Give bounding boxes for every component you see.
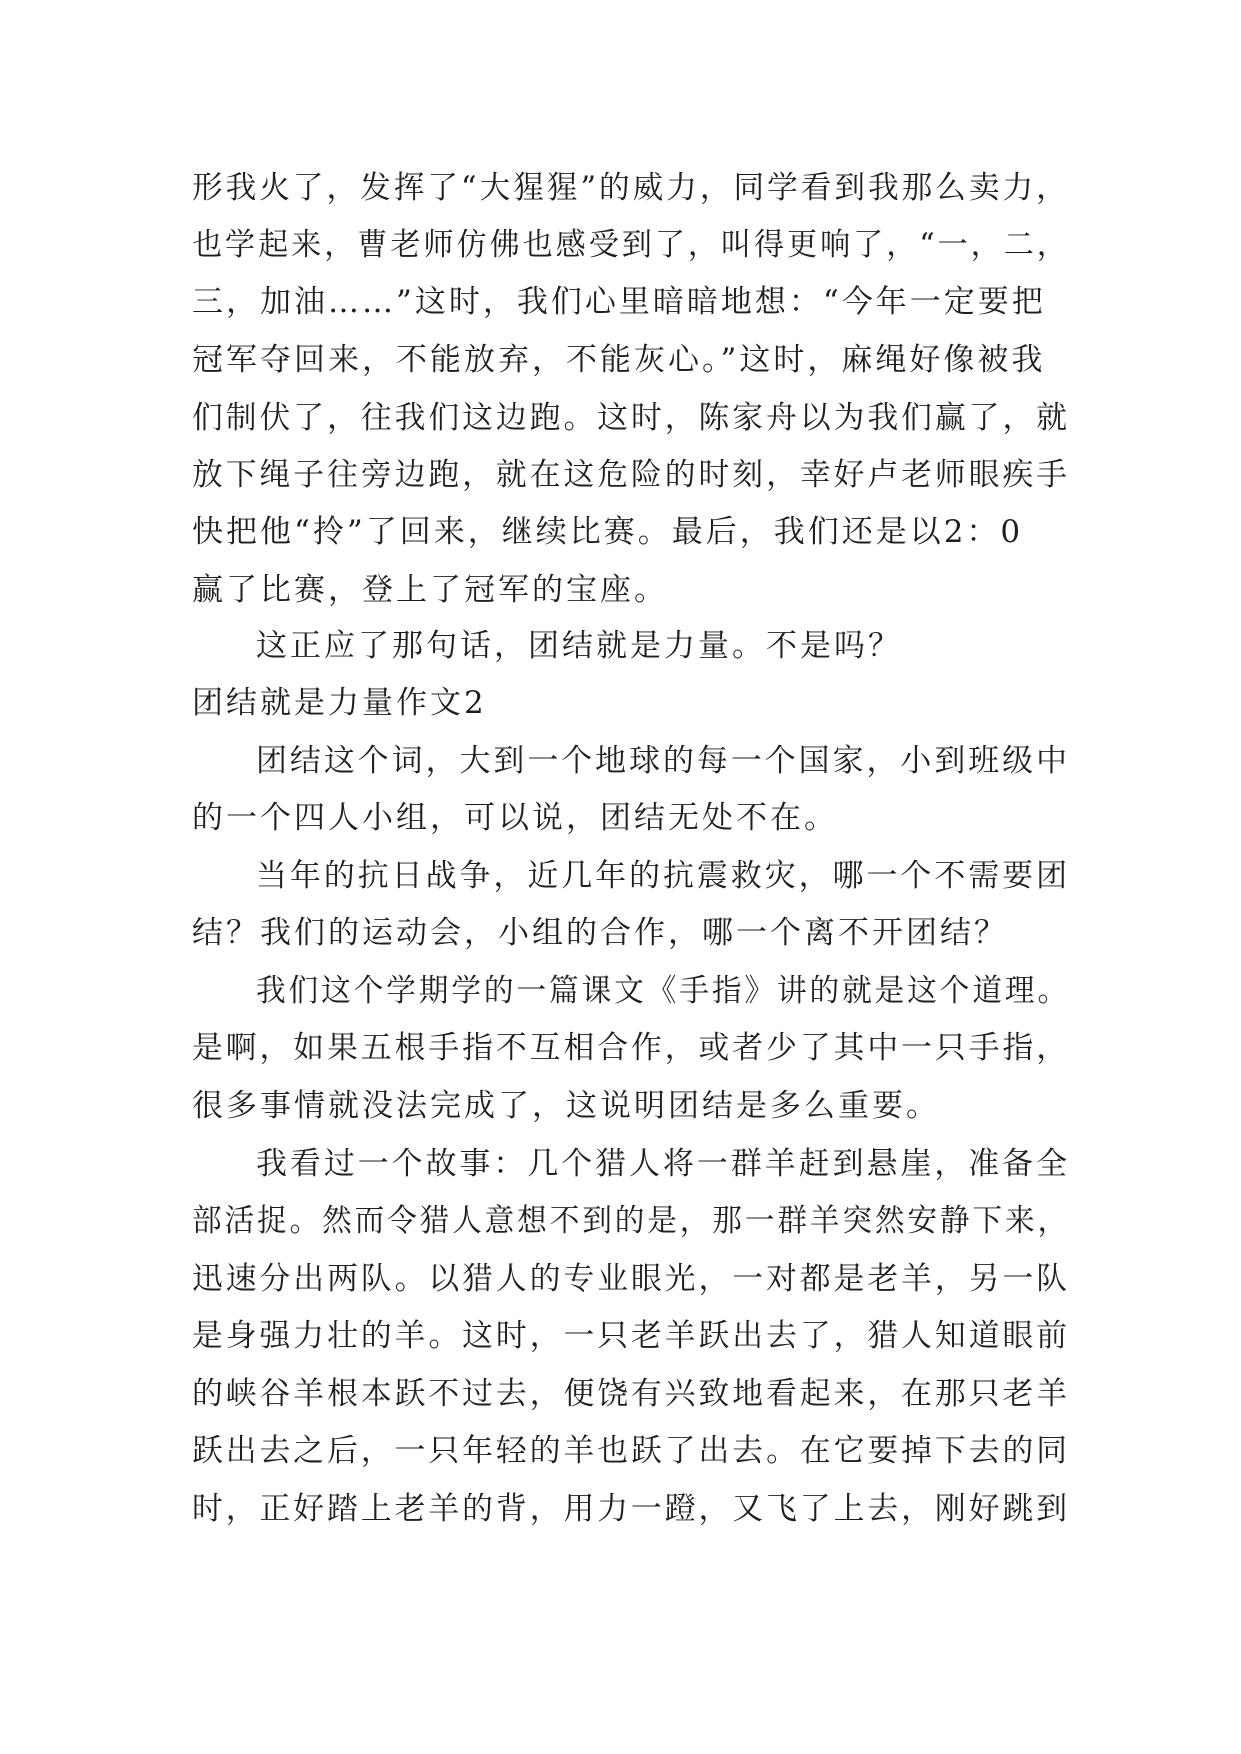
- text-line: 很多事情就没法完成了，这说明团结是多么重要。: [192, 1088, 940, 1124]
- text-line: 迅速分出两队。以猎人的专业眼光，一对都是老羊，另一队: [192, 1261, 1070, 1297]
- text-line: 当年的抗日战争，近几年的抗震救灾，哪一个不需要团: [256, 858, 1070, 894]
- text-line: 我看过一个故事：几个猎人将一群羊赶到悬崖，准备全: [256, 1146, 1070, 1182]
- text-line: 赢了比赛，登上了冠军的宝座。: [192, 572, 668, 608]
- text-line: 我们这个学期学的一篇课文《手指》讲的就是这个道理。: [256, 973, 1070, 1009]
- text-line: 的一个四人小组，可以说，团结无处不在。: [192, 800, 838, 836]
- text-line: 三，加油……”这时，我们心里暗暗地想：“今年一定要把: [192, 284, 1046, 320]
- text-line: 也学起来，曹老师仿佛也感受到了，叫得更响了，“一，二，: [192, 227, 1070, 263]
- text-line: 部活捉。然而令猎人意想不到的是，那一群羊突然安静下来，: [192, 1203, 1070, 1239]
- text-line: 时，正好踏上老羊的背，用力一蹬，又飞了上去，刚好跳到: [192, 1491, 1070, 1527]
- text-line: 冠军夺回来，不能放弃，不能灰心。”这时，麻绳好像被我: [192, 342, 1046, 378]
- text-line: 是啊，如果五根手指不互相合作，或者少了其中一只手指，: [192, 1030, 1070, 1066]
- text-line: 放下绳子往旁边跑，就在这危险的时刻，幸好卢老师眼疾手: [192, 457, 1070, 493]
- text-line: 跃出去之后，一只年轻的羊也跃了出去。在它要掉下去的同: [192, 1433, 1070, 1469]
- text-line: 这正应了那句话，团结就是力量。不是吗？: [256, 628, 902, 664]
- text-line: 们制伏了，往我们这边跑。这时，陈家舟以为我们赢了，就: [192, 400, 1070, 436]
- text-line: 形我火了，发挥了“大猩猩”的威力，同学看到我那么卖力，: [192, 170, 1070, 206]
- section-heading: 团结就是力量作文2: [192, 685, 487, 721]
- text-line: 快把他“拎”了回来，继续比赛。最后，我们还是以2：0: [192, 514, 1024, 550]
- text-line: 结？我们的运动会，小组的合作，哪一个离不开团结？: [192, 915, 1008, 951]
- text-line: 是身强力壮的羊。这时，一只老羊跃出去了，猎人知道眼前: [192, 1318, 1070, 1354]
- text-line: 团结这个词，大到一个地球的每一个国家，小到班级中: [256, 743, 1070, 779]
- text-line: 的峡谷羊根本跃不过去，便饶有兴致地看起来，在那只老羊: [192, 1376, 1070, 1412]
